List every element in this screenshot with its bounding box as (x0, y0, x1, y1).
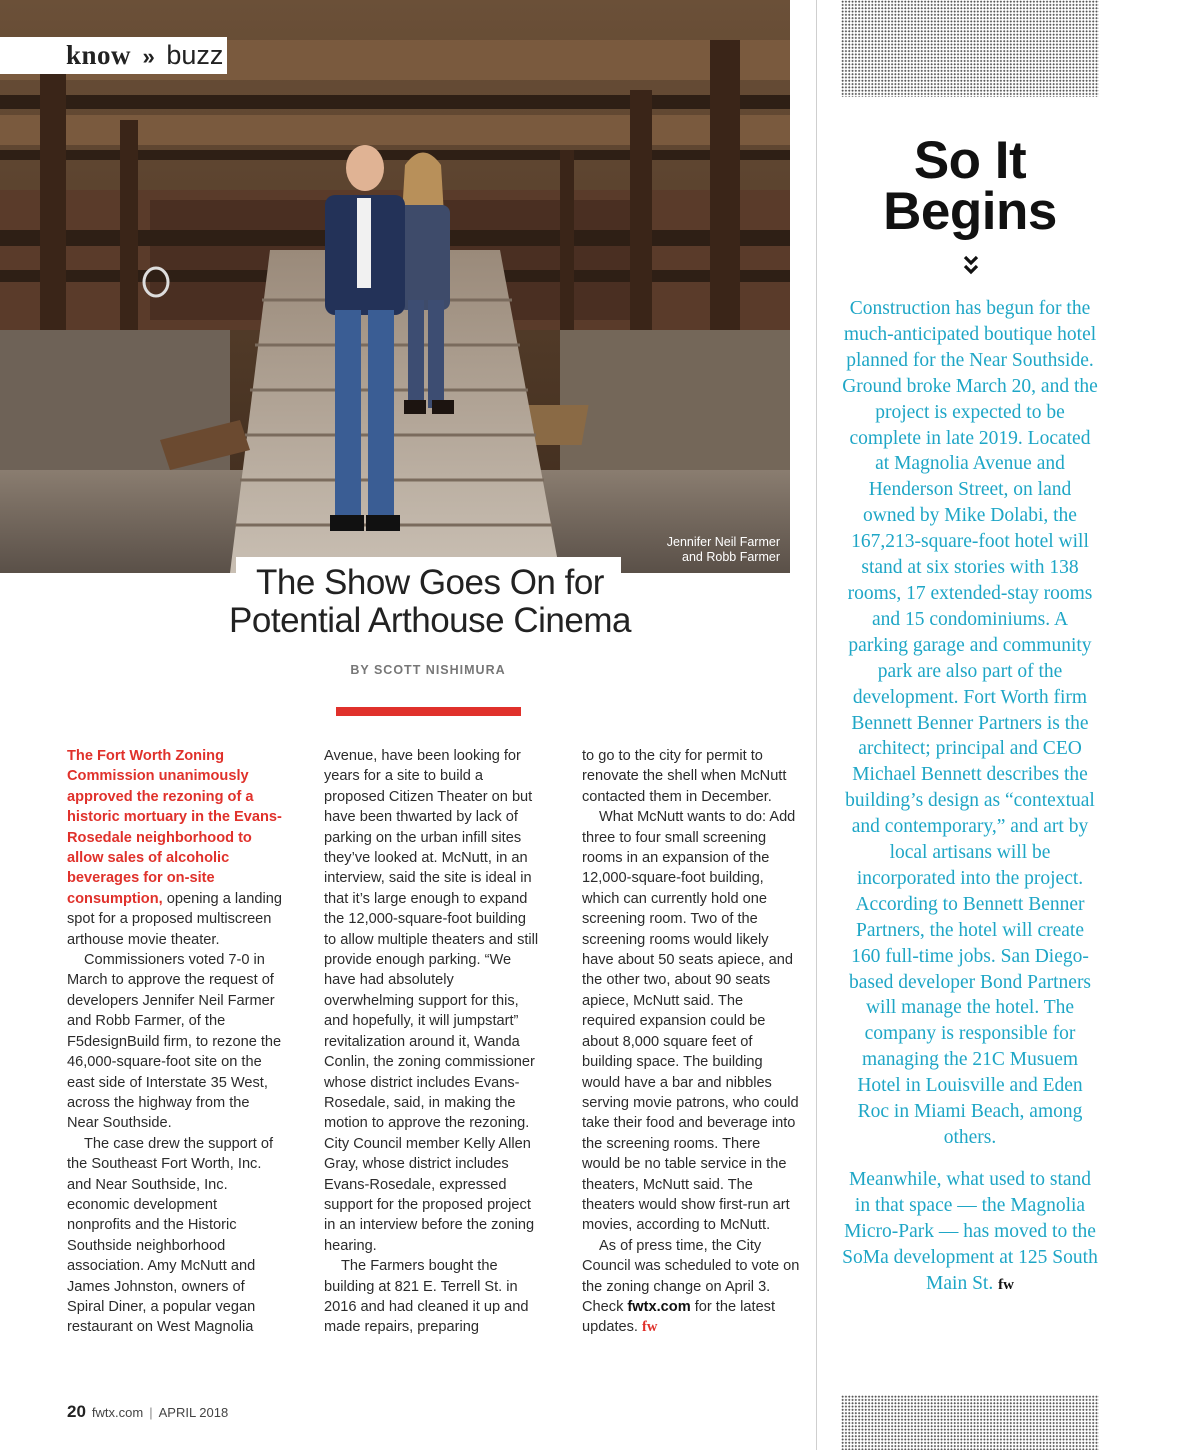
page-number: 20 (67, 1402, 86, 1421)
sidebar-body (841, 296, 1099, 1314)
sidebar-paragraph: Construction has begun for the much-anticipated boutique hotel planned for the Near Southside. Ground broke March 20, and the project is expected to be complete in late 2019. Located at Magnolia Avenue and Henderson Street, on land owned by Mike Dolabi, the 167,213-square-foot hotel will stand at six stories with 138 rooms, 17 extended-stay rooms and 15 condominiums. A parking garage and community park are also part of the development. Fort Worth firm Bennett Benner Partners is the architect; principal and CEO Michael Bennett describes the building’s design as “contextual and contemporary,” and art by local artisans will be incorporated into the project. According to Bennett Benner Partners, the hotel will create 160 full-time jobs. San Diego-based developer Bond Partners will manage the hotel. The company is responsible for managing the 21C Musuem Hotel in Louisville and Eden Roc in Miami Beach, among others. (842, 298, 1098, 1148)
section-separator: » (142, 44, 155, 69)
sidebar-title: So It Begins (883, 131, 1057, 241)
article-paragraph: to go to the city for permit to renovate the shell when McNutt contacted them in December. (582, 748, 787, 805)
section-primary: know (66, 40, 132, 70)
page-footer (67, 1402, 228, 1422)
article-column-3 (582, 746, 800, 1338)
article-paragraph: What McNutt wants to do: Add three to four small screening rooms in an expansion of the 12,000-square-foot building, which can currently hold one screening room. Two of the screening rooms would likely have about 50 seats apiece, and the other two, about 90 seats apiece, McNutt said. The required expansion could be about 8,000 square feet of building space. The building would have a bar and nibbles serving movie patrons, who could take their food and beverage into the screening rooms. There would be no table service in the theaters, McNutt said. The theaters would show first-run art movies, according to McNutt. (582, 809, 799, 1234)
sidebar-end-mark: fw (998, 1276, 1014, 1293)
sidebar-paragraph: Meanwhile, what used to stand in that space — the Magnolia Micro-Park — has moved to the SoMa development at 125 South Main St. fw (842, 1168, 1098, 1294)
article-paragraph: Commissioners voted 7-0 in March to approve the request of developers Jennifer Neil Farmer and Robb Farmer, of the F5designBuild firm, to rezone the 46,000-square-foot site on the east side of Interstate 35 West, across the highway from the Near Southside. (67, 952, 282, 1132)
double-chevron-down-icon (962, 253, 980, 277)
end-mark: fw (642, 1319, 658, 1336)
article-byline: BY SCOTT NISHIMURA (350, 663, 506, 677)
article-paragraph: Avenue, have been looking for years for a site to build a proposed Citizen Theater on but have been thwarted by lack of parking on the urban infill sites they’ve looked at. McNutt, in an interview, said the site is ideal in that it’s large enough to expand the 12,000-square-foot building to allow multiple theaters and still provide enough parking. “We have had absolutely overwhelming support for this, and hopefully, it will jumpstart” revitalization around it, Wanda Conlin, the zoning commissioner whose district includes Evans-Rosedale, said, in making the motion to approve the rezoning. City Council member Kelly Allen Gray, whose district includes Evans-Rosedale, expressed support for the proposed project in an interview before the zoning hearing. (324, 748, 539, 1254)
halftone-pattern-top (841, 0, 1099, 97)
article-paragraph: As of press time, the City Council was scheduled to vote on the zoning change on April 3. Check fwtx.com for the latest updates. fw (582, 1237, 800, 1336)
article-paragraph: The Fort Worth Zoning Commission unanimously approved the rezoning of a historic mortuary in the Evans-Rosedale neighborhood to allow sales of alcoholic beverages for on-site consumption, opening a landing spot for a proposed multiscreen arthouse movie theater. (67, 748, 282, 948)
section-secondary: buzz (166, 40, 224, 70)
article-column-1 (67, 746, 285, 1338)
photo-caption: Jennifer Neil Farmer and Robb Farmer (666, 535, 780, 564)
section-tag (0, 37, 227, 74)
article-column-2 (324, 746, 542, 1338)
feature-photo-illustration (0, 0, 790, 573)
footer-divider: | (149, 1405, 153, 1420)
article-headline: The Show Goes On for Potential Arthouse Cinema (229, 563, 631, 640)
footer-site: fwtx.com (91, 1405, 144, 1420)
article-lead: The Fort Worth Zoning Commission unanimously approved the rezoning of a historic mortuary in the Evans-Rosedale neighborhood to allow sales of alcoholic beverages for on-site consumption, (67, 748, 282, 907)
halftone-pattern-bottom (841, 1395, 1099, 1450)
article-paragraph: The case drew the support of the Southeast Fort Worth, Inc. and Near Southside, Inc. economic development nonprofits and the Historic Southside neighborhood association. Amy McNutt and James Johnston, owners of Spiral Diner, a popular vegan restaurant on West Magnolia (67, 1135, 274, 1336)
site-link[interactable]: fwtx.com (627, 1298, 691, 1315)
footer-issue: APRIL 2018 (158, 1405, 229, 1420)
article-paragraph: The Farmers bought the building at 821 E. Terrell St. in 2016 and had cleaned it up and made repairs, preparing (324, 1258, 529, 1336)
feature-photo (0, 0, 790, 573)
accent-rule (336, 707, 521, 716)
column-divider (816, 0, 817, 1450)
